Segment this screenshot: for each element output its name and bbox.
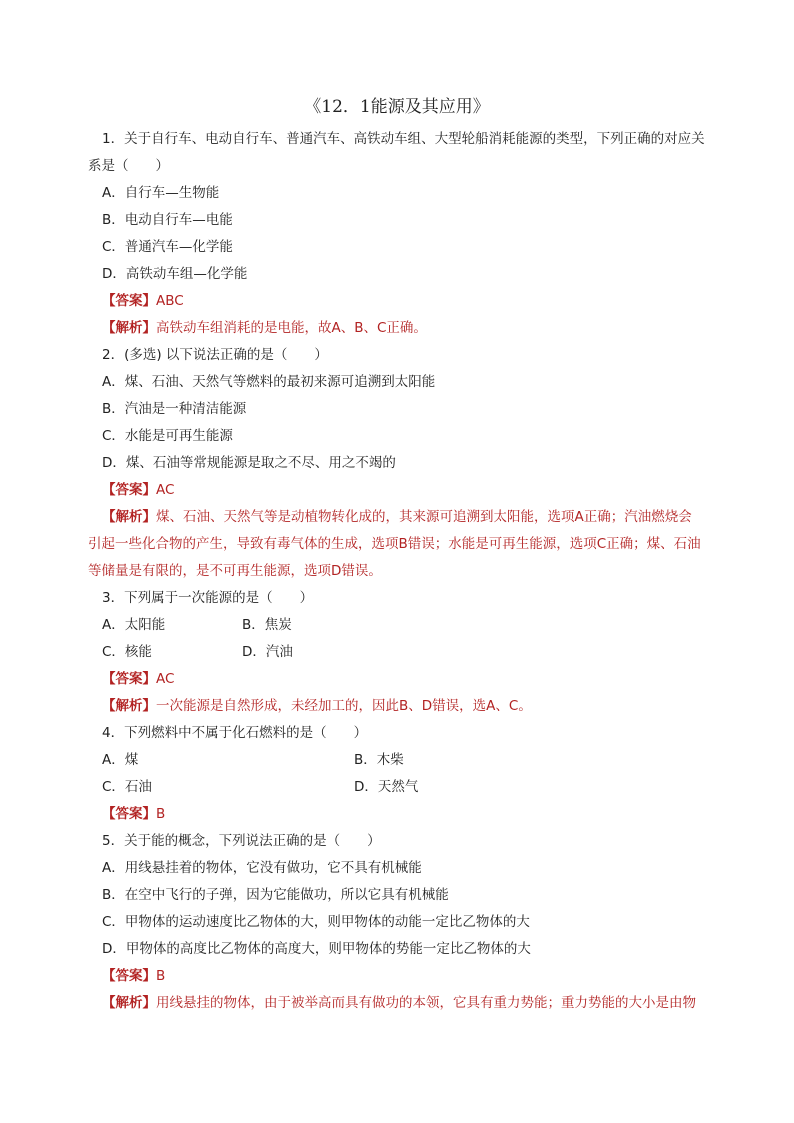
answer-label: 【答案】: [102, 482, 156, 498]
answer-label: 【答案】: [102, 806, 156, 822]
analysis-label: 【解析】: [102, 509, 156, 525]
question-stem: 2．(多选) 以下说法正确的是（ ）: [102, 347, 328, 363]
option-c: C．核能: [102, 644, 152, 660]
option-b: B．木柴: [354, 752, 404, 768]
answer-label: 【答案】: [102, 671, 156, 687]
question-stem: 5．关于能的概念，下列说法正确的是（ ）: [102, 833, 381, 849]
option-a: A．太阳能: [102, 617, 166, 633]
answer-line: [88, 963, 712, 990]
option-b: B．电动自行车—电能: [102, 212, 233, 228]
answer-label: 【答案】: [102, 968, 156, 984]
answer-value: ABC: [156, 293, 184, 309]
option-row-1: [88, 747, 712, 774]
answer-value: B: [156, 806, 166, 822]
option-d: D．高铁动车组—化学能: [102, 266, 248, 282]
question-stem-continued: 系是（ ）: [88, 158, 169, 174]
question-stem: 3．下列属于一次能源的是（ ）: [102, 590, 314, 606]
option-d: D．天然气: [354, 779, 419, 795]
answer-line: [88, 477, 712, 504]
answer-value: AC: [156, 671, 175, 687]
option-c: C．普通汽车—化学能: [102, 239, 233, 255]
analysis-line: [88, 990, 712, 1017]
question-stem: 1．关于自行车、电动自行车、普通汽车、高铁动车组、大型轮船消耗能源的类型，下列正确的对应关: [102, 131, 705, 147]
question-stem: 4．下列燃料中不属于化石燃料的是（ ）: [102, 725, 368, 741]
question-5: [88, 828, 712, 1017]
analysis-line: [88, 504, 712, 531]
analysis-text: 用线悬挂的物体，由于被举高而具有做功的本领，它具有重力势能；重力势能的大小是由物: [156, 995, 696, 1011]
option-row-1: [88, 612, 712, 639]
answer-line: [88, 288, 712, 315]
answer-value: AC: [156, 482, 175, 498]
option-c: C．甲物体的运动速度比乙物体的大，则甲物体的动能一定比乙物体的大: [102, 914, 530, 930]
option-b: B．汽油是一种清洁能源: [102, 401, 247, 417]
analysis-text: 高铁动车组消耗的是电能，故A、B、C正确。: [156, 320, 427, 336]
document-body: [88, 126, 712, 1017]
option-d: D．甲物体的高度比乙物体的高度大，则甲物体的势能一定比乙物体的大: [102, 941, 531, 957]
answer-line: [88, 666, 712, 693]
option-a: A．自行车—生物能: [102, 185, 220, 201]
analysis-line: [88, 693, 712, 720]
answer-label: 【答案】: [102, 293, 156, 309]
page-title: 《12．1能源及其应用》: [304, 97, 490, 117]
option-a: A．煤: [102, 752, 139, 768]
answer-line: [88, 801, 712, 828]
question-2: [88, 342, 712, 585]
analysis-text: 煤、石油、天然气等是动植物转化成的，其来源可追溯到太阳能，选项A正确；汽油燃烧会: [156, 509, 692, 525]
analysis-line-2: 引起一些化合物的产生，导致有毒气体的生成，选项B错误；水能是可再生能源，选项C正确；煤、石油: [88, 536, 701, 552]
option-a: A．用线悬挂着的物体，它没有做功，它不具有机械能: [102, 860, 422, 876]
analysis-line-3: 等储量是有限的，是不可再生能源，选项D错误。: [88, 563, 382, 579]
analysis-label: 【解析】: [102, 995, 156, 1011]
question-3: [88, 585, 712, 720]
answer-value: B: [156, 968, 166, 984]
question-4: [88, 720, 712, 828]
analysis-label: 【解析】: [102, 698, 156, 714]
option-a: A．煤、石油、天然气等燃料的最初来源可追溯到太阳能: [102, 374, 436, 390]
option-d: D．汽油: [242, 644, 293, 660]
option-b: B．在空中飞行的子弹，因为它能做功，所以它具有机械能: [102, 887, 449, 903]
option-c: C．石油: [102, 779, 152, 795]
option-row-2: [88, 774, 712, 801]
option-d: D．煤、石油等常规能源是取之不尽、用之不竭的: [102, 455, 396, 471]
analysis-line: [88, 315, 712, 342]
question-1: [88, 126, 712, 342]
analysis-text: 一次能源是自然形成，未经加工的，因此B、D错误，选A、C。: [156, 698, 532, 714]
option-c: C．水能是可再生能源: [102, 428, 233, 444]
analysis-label: 【解析】: [102, 320, 156, 336]
option-row-2: [88, 639, 712, 666]
option-b: B．焦炭: [242, 617, 292, 633]
